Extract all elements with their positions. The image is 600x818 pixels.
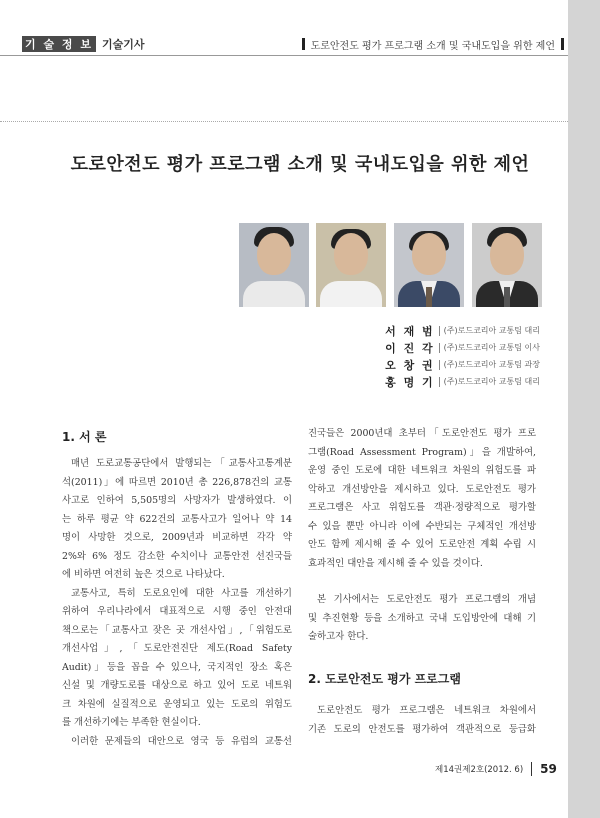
body-line: 안도 함께 제시해 줄 수 있어 도로안전 계획 수립 시 bbox=[308, 539, 536, 550]
body-line: 및 추진현황 등을 소개하고 국내 도입방안에 대해 기 bbox=[308, 612, 536, 624]
author-photo-1 bbox=[239, 223, 309, 307]
author-affiliation: (주)로드코리아 교통팀 과장 bbox=[443, 360, 540, 369]
body-line: 기존 도로의 안전도를 평가하여 객관적으로 등급화 bbox=[308, 723, 536, 735]
page-header bbox=[0, 34, 568, 54]
author-entry bbox=[300, 339, 540, 356]
side-margin-strip bbox=[568, 0, 600, 818]
author-affiliation: (주)로드코리아 교통팀 대리 bbox=[443, 377, 540, 386]
section-badge: 기 술 정 보 bbox=[22, 36, 96, 52]
author-name: 홍 명 기 bbox=[385, 375, 435, 389]
article-title: 도로안전도 평가 프로그램 소개 및 국내도입을 위한 제언 bbox=[70, 154, 530, 175]
body-line: Audit)」등을 꼽을 수 있으나, 국지적인 장소 혹은 bbox=[62, 661, 292, 673]
author-entry bbox=[300, 356, 540, 373]
body-line: 크 차원에 실질적으로 운영되고 있는 도로의 위험도 bbox=[62, 698, 292, 710]
body-line: 명이 사망한 것으로, 2009년과 비교하면 각각 약 bbox=[62, 532, 292, 543]
body-line: 진국들은 2000년대 초부터「도로안전도 평가 프로 bbox=[308, 428, 536, 439]
body-line: 를 개선하기에는 부족한 현실이다. bbox=[62, 717, 201, 728]
body-line: 사고로 인하여 5,505명의 사망자가 발생하였다. 이 bbox=[62, 495, 292, 506]
body-line: 석(2011)」에 따르면 2010년 총 226,878건의 교통 bbox=[62, 476, 292, 488]
author-affiliation: (주)로드코리아 교통팀 대리 bbox=[443, 326, 540, 335]
author-list bbox=[300, 322, 540, 390]
body-line: 는 하루 평균 약 622건의 교통사고가 일어나 약 14 bbox=[62, 513, 292, 525]
body-line: 수 있을 뿐만 아니라 이에 수반되는 구체적인 개선방 bbox=[308, 520, 536, 532]
body-line: 2%와 6% 정도 감소한 수치이나 교통안전 선진국들 bbox=[62, 550, 292, 562]
dotted-divider bbox=[0, 121, 568, 122]
body-line: 악하고 개선방안을 제시하고 있다. 도로안전도 평가 bbox=[308, 483, 536, 495]
author-name: 서 재 범 bbox=[385, 324, 435, 338]
section-heading-introduction: 1. 서 론 bbox=[62, 430, 107, 444]
right-column-continued bbox=[308, 702, 536, 739]
body-line: 매년 도로교통공단에서 발행되는「교통사고통계분 bbox=[71, 458, 292, 469]
author-affiliation: (주)로드코리아 교통팀 이사 bbox=[443, 343, 540, 352]
body-line: 프로그램은 사고 위험도를 객관·정량적으로 평가할 bbox=[308, 502, 536, 513]
section-heading-program: 2. 도로안전도 평가 프로그램 bbox=[308, 672, 461, 686]
running-title bbox=[302, 36, 564, 52]
author-name: 이 진 각 bbox=[385, 341, 435, 355]
running-title-mark-right bbox=[561, 38, 564, 50]
author-photo-3 bbox=[394, 223, 464, 307]
header-rule bbox=[0, 55, 568, 56]
left-column bbox=[62, 455, 292, 751]
body-line: 에 비하면 여전히 높은 것으로 나타났다. bbox=[62, 569, 225, 580]
body-line: 책으로는「교통사고 잦은 곳 개선사업」,「위험도로 bbox=[62, 624, 292, 636]
body-line: 교통사고, 특히 도로요인에 대한 사고를 개선하기 bbox=[71, 587, 292, 599]
running-title-mark-left bbox=[302, 38, 305, 50]
running-title-text: 도로안전도 평가 프로그램 소개 및 국내도입을 위한 제언 bbox=[310, 40, 555, 52]
body-line: 술하고자 한다. bbox=[308, 631, 369, 642]
body-line: 그램(Road Assessment Program)」을 개발하여, bbox=[308, 446, 536, 458]
issue-info: 제14권제2호(2012. 6) bbox=[435, 765, 524, 775]
right-column bbox=[308, 425, 536, 647]
page-number: 59 bbox=[540, 762, 557, 776]
body-line: 위하여 우리나라에서 대표적으로 시행 중인 안전대 bbox=[62, 606, 292, 617]
author-photos bbox=[239, 223, 549, 307]
body-line: 도로안전도 평가 프로그램은 네트워크 차원에서 bbox=[317, 705, 536, 716]
author-photo-2 bbox=[316, 223, 386, 307]
body-line: 본 기사에서는 도로안전도 평가 프로그램의 개념 bbox=[317, 594, 536, 605]
body-line: 효과적인 대안을 제시해 줄 수 있을 것이다. bbox=[308, 557, 483, 569]
author-name: 오 창 권 bbox=[385, 358, 435, 372]
body-line: 개선사업」,「도로안전진단 제도(Road Safety bbox=[62, 643, 292, 654]
author-entry bbox=[300, 373, 540, 390]
author-photo-4 bbox=[472, 223, 542, 307]
body-line: 이러한 문제들의 대안으로 영국 등 유럽의 교통선 bbox=[71, 735, 292, 747]
body-line: 운영 중인 도로에 대한 네트워크 차원의 위험도를 파 bbox=[308, 465, 536, 476]
body-line: 신설 및 개량도로를 대상으로 하고 있어 도로 네트워 bbox=[62, 680, 292, 691]
author-entry bbox=[300, 322, 540, 339]
page-footer bbox=[435, 762, 557, 776]
subsection-label: 기술기사 bbox=[102, 38, 145, 51]
